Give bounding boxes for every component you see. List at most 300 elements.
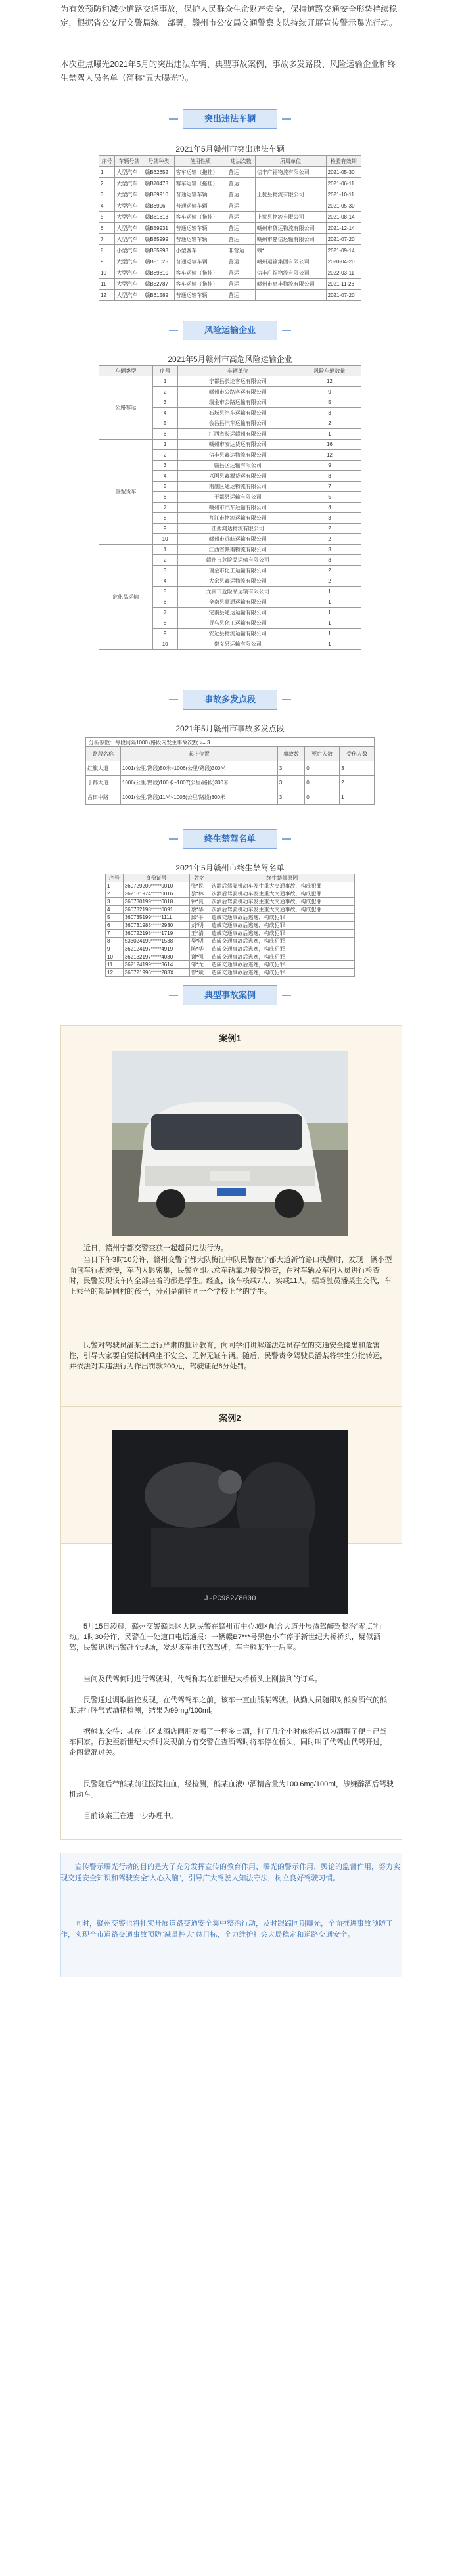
section-header-banned: 终生禁驾名单 bbox=[183, 829, 277, 849]
table-row bbox=[86, 790, 375, 805]
table-cell: 12 bbox=[298, 450, 361, 461]
table-cell: 赣B85999 bbox=[143, 234, 174, 245]
section-header-cases: 典型事故案例 bbox=[183, 985, 277, 1005]
section-header-enterprises: 风险运输企业 bbox=[183, 321, 277, 340]
table-cell: 5 bbox=[152, 587, 177, 597]
table-row bbox=[99, 545, 361, 555]
table-cell: 蔡*华 bbox=[189, 906, 210, 914]
table-cell: 普通运输车辆 bbox=[174, 290, 227, 301]
table-row bbox=[86, 761, 375, 776]
table-cell: 赣州市公路客运有限公司 bbox=[177, 387, 298, 397]
table-cell: 2020-04-20 bbox=[326, 256, 361, 267]
case-2-p1: 5月15日凌晨，赣州交警赣县区大队民警在赣州市中心城区配合大道开展酒驾醉驾整治“零点”行动。1时30分许，民警在一处道口电话通报：一辆赣B7***号黑色小车停于新世纪大桥桥头，疑似酒驾，民警迅速出警赶至现场，发现该车由代驾驾驶，车主熊某坐于后座。 bbox=[69, 1623, 382, 1652]
table-cell: 饮酒后驾驶机动车发生重大交通事故，构成犯罪 bbox=[210, 890, 354, 898]
table-cell: 6 bbox=[152, 429, 177, 440]
table-cell: 大型汽车 bbox=[115, 267, 143, 279]
van-image bbox=[112, 1051, 348, 1236]
table-cell: 6 bbox=[106, 922, 124, 930]
table-cell: 0 bbox=[305, 776, 340, 790]
column-header: 车辆类型 bbox=[99, 366, 153, 376]
footer-paragraph-1: 宣传警示曝光行动的目的是为了充分发挥宣传的教育作用、曝光的警示作用、舆论的监督作用，努力实现交通安全知识和驾驶安全“入心入脑”，引导广大驾驶人知法守法，树立良好驾驶习惯。 bbox=[60, 1863, 400, 1882]
table-cell: 2021-11-26 bbox=[326, 279, 361, 290]
table-cell: 赣州市远航运输有限公司 bbox=[177, 534, 298, 545]
table-cell: 9 bbox=[99, 256, 115, 267]
column-header: 受伤人数 bbox=[340, 747, 375, 761]
table-cell: 赣州市汽车运输有限公司 bbox=[177, 503, 298, 513]
table-row bbox=[106, 914, 355, 922]
table-cell: 赣B55993 bbox=[143, 245, 174, 256]
table-cell: 龙南市危险品运输有限公司 bbox=[177, 587, 298, 597]
case-1-lead: 近日，赣州宁都交警查获一起超员违法行为。 bbox=[83, 1244, 228, 1252]
table-cell: 3 bbox=[99, 189, 115, 200]
table-cell: 江西省赣南物流有限公司 bbox=[177, 545, 298, 555]
vehicle-type-cell: 危化品运输 bbox=[99, 545, 153, 650]
table-cell: 3 bbox=[298, 545, 361, 555]
table-cell: 客车运输（拖挂） bbox=[174, 279, 227, 290]
table-cell: 3 bbox=[340, 761, 375, 776]
table-header-row bbox=[99, 156, 361, 167]
table-title-violations: 2021年5月赣州市突出违法车辆 bbox=[175, 145, 285, 154]
case-2-title: 案例2 bbox=[219, 1413, 241, 1423]
table-row bbox=[99, 245, 361, 256]
table-cell: 于都大道 bbox=[86, 776, 121, 790]
table-cell: 8 bbox=[99, 245, 115, 256]
table-cell: 8 bbox=[106, 938, 124, 945]
table-cell: 造成交通事故后逃逸，构成犯罪 bbox=[210, 953, 354, 961]
table-cell: 362132197*****4030 bbox=[123, 953, 189, 961]
table-cell: 上犹县物流有限公司 bbox=[255, 189, 326, 200]
case-2-p6: 目前该案正在进一步办理中。 bbox=[83, 1812, 177, 1820]
table-cell: 钟*良 bbox=[189, 898, 210, 906]
table-cell: 4 bbox=[298, 503, 361, 513]
table-row bbox=[106, 953, 355, 961]
table-title-banned: 2021年5月赣州市终生禁驾名单 bbox=[175, 863, 285, 872]
table-cell: 3 bbox=[152, 566, 177, 576]
table-header-row bbox=[99, 366, 361, 376]
table-cell: 3 bbox=[298, 513, 361, 524]
table-row bbox=[106, 930, 355, 938]
table-cell: 2 bbox=[298, 534, 361, 545]
table-cell: 营运 bbox=[227, 212, 255, 223]
table-cell: 赣州市惠丰物流有限公司 bbox=[255, 279, 326, 290]
table-cell: 定南县通达运输有限公司 bbox=[177, 608, 298, 618]
table-cell: 360731983*****2930 bbox=[123, 922, 189, 930]
table-cell: 1 bbox=[340, 790, 375, 805]
table-cell: 9 bbox=[152, 629, 177, 639]
table-cell: 普通运输车辆 bbox=[174, 223, 227, 234]
column-header: 检验有效期 bbox=[326, 156, 361, 167]
table-cell: 赣B82787 bbox=[143, 279, 174, 290]
table-cell: 赣B89910 bbox=[143, 189, 174, 200]
table-cell: 1 bbox=[298, 587, 361, 597]
column-header: 死亡人数 bbox=[305, 747, 340, 761]
table-cell: 王*清 bbox=[189, 930, 210, 938]
table-cell: 2 bbox=[152, 450, 177, 461]
table-cell: 1 bbox=[152, 440, 177, 450]
column-header: 起止位置 bbox=[120, 747, 277, 761]
table-cell: 非营运 bbox=[227, 245, 255, 256]
table-cell: 12 bbox=[106, 969, 124, 977]
hotspots-note: 分析参数：每段间隔1000 /路段内发生事故次数 >= 3 bbox=[85, 737, 375, 748]
table-cell: 8 bbox=[298, 471, 361, 482]
column-header: 姓名 bbox=[189, 874, 210, 882]
table-cell: 赣州市货运物流有限公司 bbox=[255, 223, 326, 234]
table-cell: 赣B81025 bbox=[143, 256, 174, 267]
table-cell: 营运 bbox=[227, 279, 255, 290]
table-cell: 小型汽车 bbox=[115, 245, 143, 256]
table-row bbox=[99, 290, 361, 301]
table-cell: 宁都县长途客运有限公司 bbox=[177, 376, 298, 387]
table-cell: 大型汽车 bbox=[115, 178, 143, 189]
table-row bbox=[99, 178, 361, 189]
table-cell: 石城县汽车运输有限公司 bbox=[177, 408, 298, 418]
column-header: 车辆单位 bbox=[177, 366, 298, 376]
table-cell: 10 bbox=[152, 639, 177, 650]
table-row bbox=[106, 938, 355, 945]
table-row bbox=[86, 776, 375, 790]
table-cell bbox=[255, 200, 326, 212]
table-cell: 大型汽车 bbox=[115, 290, 143, 301]
table-cell: 崇义县运输有限公司 bbox=[177, 639, 298, 650]
table-cell bbox=[255, 290, 326, 301]
table-cell: 3 bbox=[277, 776, 304, 790]
table-cell: 6 bbox=[152, 492, 177, 503]
table-cell: 533024199*****1538 bbox=[123, 938, 189, 945]
table-cell: 大型汽车 bbox=[115, 279, 143, 290]
table-cell: 360729200*****0010 bbox=[123, 882, 189, 890]
table-cell: 9 bbox=[106, 945, 124, 953]
table-cell: 张*民 bbox=[189, 882, 210, 890]
table-cell: 11 bbox=[106, 961, 124, 969]
table-cell: 1 bbox=[152, 376, 177, 387]
case-2-p5: 民警随后带熊某前往医院抽血，经检测，熊某血液中酒精含量为100.6mg/100ml，涉嫌醉酒后驾驶机动车。 bbox=[69, 1780, 394, 1799]
table-cell: 2021-06-11 bbox=[326, 178, 361, 189]
column-header: 号牌种类 bbox=[143, 156, 174, 167]
table-cell: 赣B70473 bbox=[143, 178, 174, 189]
table-cell: 客车运输（拖挂） bbox=[174, 178, 227, 189]
vehicle-type-cell: 公路客运 bbox=[99, 376, 153, 440]
table-cell: 3 bbox=[277, 761, 304, 776]
table-cell: 360721996*****283X bbox=[123, 969, 189, 977]
column-header: 所属单位 bbox=[255, 156, 326, 167]
table-cell: 2 bbox=[152, 555, 177, 566]
table-cell: 7 bbox=[99, 234, 115, 245]
table-cell: 2 bbox=[340, 776, 375, 790]
table-cell: 2021-05-30 bbox=[326, 167, 361, 178]
table-row bbox=[99, 167, 361, 178]
table-cell: 大型汽车 bbox=[115, 189, 143, 200]
table-cell: 2 bbox=[298, 524, 361, 534]
table-header-row bbox=[86, 747, 375, 761]
vehicle-type-cell: 重型货车 bbox=[99, 440, 153, 545]
footer-paragraph-2: 同时，赣州交警也将扎实开展道路交通安全集中整治行动，及时跟踪同期曝光，全面推进事故预防工作，实现全市道路交通事故预防“减量控大”总目标，全力维护社会大局稳定和道路交通安全。 bbox=[60, 1920, 393, 1939]
table-cell: 邹*龙 bbox=[189, 961, 210, 969]
case-1-title: 案例1 bbox=[219, 1033, 241, 1043]
table-title-hotspots: 2021年5月赣州市事故多发点段 bbox=[175, 724, 285, 733]
table-row bbox=[99, 376, 361, 387]
violations-table bbox=[99, 155, 361, 301]
table-row bbox=[106, 945, 355, 953]
table-cell: 2 bbox=[298, 576, 361, 587]
table-cell: 赣州运输集团有限公司 bbox=[255, 256, 326, 267]
table-cell: 造成交通事故后逃逸，构成犯罪 bbox=[210, 961, 354, 969]
table-cell: 吴*明 bbox=[189, 938, 210, 945]
table-row bbox=[99, 279, 361, 290]
column-header: 事故数 bbox=[277, 747, 304, 761]
section-header-hotspots: 事故多发点段 bbox=[183, 690, 277, 710]
table-cell: 大型汽车 bbox=[115, 200, 143, 212]
photo-overlay-text: J-PC982/8000 bbox=[204, 1595, 256, 1603]
table-cell: 南康区通达物流有限公司 bbox=[177, 482, 298, 492]
table-cell: 9 bbox=[152, 524, 177, 534]
table-cell: 7 bbox=[152, 608, 177, 618]
table-cell: 7 bbox=[106, 930, 124, 938]
table-cell: 营运 bbox=[227, 234, 255, 245]
table-cell: 安远县物流运输有限公司 bbox=[177, 629, 298, 639]
column-header: 车辆号牌 bbox=[115, 156, 143, 167]
column-header: 身份证号 bbox=[123, 874, 189, 882]
table-cell: 赣B62652 bbox=[143, 167, 174, 178]
table-cell: 2021-08-14 bbox=[326, 212, 361, 223]
column-header: 终生禁驾原因 bbox=[210, 874, 354, 882]
table-cell: 大型汽车 bbox=[115, 167, 143, 178]
table-row bbox=[99, 256, 361, 267]
case-1-outcome: 民警对驾驶员潘某主进行严肃的批评教育，向同学们讲解道法超员存在的交通安全隐患和危害性，引导大家要自觉抵制乘坐不安全、无牌无证车辆。随后，民警责令驾驶员潘某将学生分批转运，并依法对其违法行为作出罚款200元，驾驶证记6分处罚。 bbox=[69, 1342, 387, 1370]
table-cell: 0 bbox=[305, 790, 340, 805]
table-cell: 4 bbox=[99, 200, 115, 212]
table-cell: 营运 bbox=[227, 267, 255, 279]
table-cell: 2 bbox=[152, 387, 177, 397]
table-cell: 信丰广福物流有限公司 bbox=[255, 167, 326, 178]
intro-paragraph-2: 本次重点曝光2021年5月的突出违法车辆、典型事故案例、事故多发路段、风险运输企业和终生禁驾人员名单（简称“五大曝光”）。 bbox=[60, 60, 396, 83]
table-cell: 谢*强 bbox=[189, 953, 210, 961]
case-1-detail: 当日下午3时10分许，赣州交警宁都大队梅江中队民警在宁都大道新竹路口执勤时，发现一辆小型面包车行驶缓慢，车内人影密集，民警立即示意车辆靠边接受检查，在对车辆及车内人员进行检查时，民警发现该车内全部坐着的都是学生。经查，该车核载7人，实载11人，据驾驶员潘某主交代，车上乘坐的都是同村的孩子，分别是前往同一个学校上学的学生。 bbox=[69, 1256, 392, 1296]
table-cell: 1 bbox=[298, 608, 361, 618]
table-cell: 赣B59931 bbox=[143, 223, 174, 234]
table-cell: 12 bbox=[99, 290, 115, 301]
table-cell: 饮酒后驾驶机动车发生重大交通事故，构成犯罪 bbox=[210, 882, 354, 890]
table-cell: 赖* bbox=[255, 245, 326, 256]
table-cell: 普通运输车辆 bbox=[174, 189, 227, 200]
table-cell: 赣B89810 bbox=[143, 267, 174, 279]
table-cell: 邱*平 bbox=[189, 914, 210, 922]
table-cell: 5 bbox=[152, 482, 177, 492]
table-row bbox=[99, 189, 361, 200]
column-header: 使用性质 bbox=[174, 156, 227, 167]
table-cell: 2021-07-20 bbox=[326, 234, 361, 245]
table-cell: 2 bbox=[99, 178, 115, 189]
table-cell: 360732198*****0091 bbox=[123, 906, 189, 914]
table-cell: 4 bbox=[152, 408, 177, 418]
table-cell: 赣州市嘉信运输有限公司 bbox=[255, 234, 326, 245]
table-cell: 2022-03-11 bbox=[326, 267, 361, 279]
table-cell: 3 bbox=[152, 461, 177, 471]
table-cell: 客车运输（拖挂） bbox=[174, 267, 227, 279]
table-cell: 造成交通事故后逃逸，构成犯罪 bbox=[210, 938, 354, 945]
table-cell: 3 bbox=[298, 555, 361, 566]
table-cell: 5 bbox=[298, 492, 361, 503]
table-cell: 客车运输（拖挂） bbox=[174, 167, 227, 178]
table-cell: 12 bbox=[298, 376, 361, 387]
table-row bbox=[106, 969, 355, 977]
table-cell: 10 bbox=[99, 267, 115, 279]
table-cell: 大型汽车 bbox=[115, 234, 143, 245]
table-cell: 造成交通事故后逃逸，构成犯罪 bbox=[210, 945, 354, 953]
case-2-p2: 当问及代驾何时进行驾驶时，代驾称其在新世纪大桥桥头上刚接到的订单。 bbox=[83, 1675, 322, 1683]
enterprises-table bbox=[99, 365, 361, 650]
table-cell: 4 bbox=[152, 576, 177, 587]
table-cell: 九江市物流运输有限公司 bbox=[177, 513, 298, 524]
table-cell: 2 bbox=[106, 890, 124, 898]
table-cell: 362131974*****0016 bbox=[123, 890, 189, 898]
case-2-p4: 据熊某交待：其在市区某酒店同朋友喝了一杯多日酒，打了几个小时麻将后以为酒醒了便自己驾车回家。行驶至新世纪大桥时发现前方有交警在查酒驾时将车停在桥头，同时叫了代驾由代驾开过，企图蒙混过关。 bbox=[69, 1728, 387, 1757]
table-cell: 普通运输车辆 bbox=[174, 200, 227, 212]
column-header: 违法次数 bbox=[227, 156, 255, 167]
table-cell: 信丰广福物流有限公司 bbox=[255, 267, 326, 279]
table-cell: 赣B61613 bbox=[143, 212, 174, 223]
case-1-photo bbox=[112, 1051, 348, 1236]
table-cell: 16 bbox=[298, 440, 361, 450]
table-cell: 7 bbox=[152, 503, 177, 513]
table-cell: 营运 bbox=[227, 256, 255, 267]
case-2-p3: 民警通过调取监控发现，在代驾驾车之前，该车一直由熊某驾驶。执勤人员随即对熊身酒气的熊某进行呼气式酒精检测，结果为99mg/100ml。 bbox=[69, 1696, 387, 1715]
table-cell: 7 bbox=[298, 482, 361, 492]
table-cell: 曾*斌 bbox=[189, 969, 210, 977]
table-cell: 大型汽车 bbox=[115, 223, 143, 234]
table-header-row bbox=[106, 874, 355, 882]
table-row bbox=[106, 898, 355, 906]
table-cell: 信丰县鑫达物流有限公司 bbox=[177, 450, 298, 461]
table-cell: 赣B61589 bbox=[143, 290, 174, 301]
table-cell bbox=[255, 178, 326, 189]
table-cell: 陈*华 bbox=[189, 945, 210, 953]
table-cell: 3 bbox=[277, 790, 304, 805]
table-cell: 赣州市危险品运输有限公司 bbox=[177, 555, 298, 566]
table-row bbox=[106, 922, 355, 930]
table-cell: 全南县顺通运输有限公司 bbox=[177, 597, 298, 608]
table-cell: 会昌县汽车运输有限公司 bbox=[177, 418, 298, 429]
table-cell: 普通运输车辆 bbox=[174, 234, 227, 245]
table-cell: 362124199*****3614 bbox=[123, 961, 189, 969]
column-header: 序号 bbox=[99, 156, 115, 167]
table-cell: 6 bbox=[99, 223, 115, 234]
table-row bbox=[99, 267, 361, 279]
table-cell: 营运 bbox=[227, 167, 255, 178]
table-cell: 0 bbox=[305, 761, 340, 776]
case-2-card bbox=[60, 1406, 402, 1840]
table-row bbox=[106, 961, 355, 969]
section-header-violations: 突出违法车辆 bbox=[183, 109, 277, 129]
table-row bbox=[99, 234, 361, 245]
hotspots-table bbox=[85, 746, 375, 805]
table-cell: 兴国县鑫源货运有限公司 bbox=[177, 471, 298, 482]
table-cell: 江西鸿达物流有限公司 bbox=[177, 524, 298, 534]
table-cell: 赣县区运输有限公司 bbox=[177, 461, 298, 471]
table-cell: 红旗大道 bbox=[86, 761, 121, 776]
table-cell: 5 bbox=[152, 418, 177, 429]
table-cell: 4 bbox=[106, 906, 124, 914]
table-row bbox=[99, 200, 361, 212]
table-cell: 1 bbox=[106, 882, 124, 890]
table-cell: 1 bbox=[298, 639, 361, 650]
table-cell: 5 bbox=[99, 212, 115, 223]
table-row bbox=[106, 882, 355, 890]
table-cell: 饮酒后驾驶机动车发生重大交通事故，构成犯罪 bbox=[210, 898, 354, 906]
table-cell: 4 bbox=[152, 471, 177, 482]
table-cell: 营运 bbox=[227, 290, 255, 301]
table-cell: 大型汽车 bbox=[115, 212, 143, 223]
table-cell: 2 bbox=[298, 566, 361, 576]
table-title-enterprises: 2021年5月赣州市高危风险运输企业 bbox=[168, 355, 292, 364]
table-cell: 8 bbox=[152, 513, 177, 524]
table-cell: 3 bbox=[298, 408, 361, 418]
table-cell: 2021-09-14 bbox=[326, 245, 361, 256]
table-cell: 2 bbox=[298, 418, 361, 429]
table-cell: 瑞金市化工运输有限公司 bbox=[177, 566, 298, 576]
banned-table bbox=[105, 874, 355, 977]
table-cell: 5 bbox=[106, 914, 124, 922]
table-cell: 5 bbox=[298, 397, 361, 408]
table-cell: 9 bbox=[298, 461, 361, 471]
table-cell: 客车运输（拖挂） bbox=[174, 212, 227, 223]
table-cell: 造成交通事故后逃逸，构成犯罪 bbox=[210, 922, 354, 930]
table-cell: 3 bbox=[106, 898, 124, 906]
table-cell: 营运 bbox=[227, 178, 255, 189]
table-cell: 1001(公里/路段)50米~1006(公里/路段)300米 bbox=[120, 761, 277, 776]
table-cell: 1001(公里/路段)11米~1006(公里/路段)300米 bbox=[120, 790, 277, 805]
intro-paragraph-1: 为有效预防和减少道路交通事故，保护人民群众生命财产安全，保持道路交通安全形势持续稳定，根据省公安厅交警局统一部署，赣州市公安局交通警察支队持续开展宣传警示曝光行动。 bbox=[60, 5, 398, 28]
table-cell: 3 bbox=[152, 397, 177, 408]
table-cell: 造成交通事故后逃逸，构成犯罪 bbox=[210, 914, 354, 922]
table-cell: 2021-10-11 bbox=[326, 189, 361, 200]
table-cell: 362124197*****4919 bbox=[123, 945, 189, 953]
table-cell: 赣州市安达货运有限公司 bbox=[177, 440, 298, 450]
table-cell: 普通运输车辆 bbox=[174, 256, 227, 267]
column-header: 路段名称 bbox=[86, 747, 121, 761]
table-cell: 造成交通事故后逃逸，构成犯罪 bbox=[210, 969, 354, 977]
table-cell: 大型汽车 bbox=[115, 256, 143, 267]
table-row bbox=[99, 223, 361, 234]
column-header: 序号 bbox=[152, 366, 177, 376]
table-cell: 营运 bbox=[227, 223, 255, 234]
table-cell: 古田中路 bbox=[86, 790, 121, 805]
table-cell: 小型客车 bbox=[174, 245, 227, 256]
column-header: 序号 bbox=[106, 874, 124, 882]
table-cell: 江西省长运赣州有限公司 bbox=[177, 429, 298, 440]
table-cell: 2021-12-14 bbox=[326, 223, 361, 234]
table-cell: 1 bbox=[298, 597, 361, 608]
table-row bbox=[106, 906, 355, 914]
table-cell: 寻乌县化工运输有限公司 bbox=[177, 618, 298, 629]
table-cell: 360722198*****1719 bbox=[123, 930, 189, 938]
table-cell: 大余县鑫运物流有限公司 bbox=[177, 576, 298, 587]
table-cell: 10 bbox=[152, 534, 177, 545]
table-cell: 1 bbox=[298, 429, 361, 440]
table-cell: 1 bbox=[152, 545, 177, 555]
table-cell: 1 bbox=[298, 629, 361, 639]
table-cell: 营运 bbox=[227, 189, 255, 200]
table-cell: 赣B6996 bbox=[143, 200, 174, 212]
table-row bbox=[99, 212, 361, 223]
table-cell: 11 bbox=[99, 279, 115, 290]
table-cell: 于都县运输有限公司 bbox=[177, 492, 298, 503]
table-cell: 造成交通事故后逃逸，构成犯罪 bbox=[210, 930, 354, 938]
table-row bbox=[106, 890, 355, 898]
table-row bbox=[99, 440, 361, 450]
table-cell: 1 bbox=[99, 167, 115, 178]
table-cell: 刘*明 bbox=[189, 922, 210, 930]
table-cell: 2021-07-20 bbox=[326, 290, 361, 301]
